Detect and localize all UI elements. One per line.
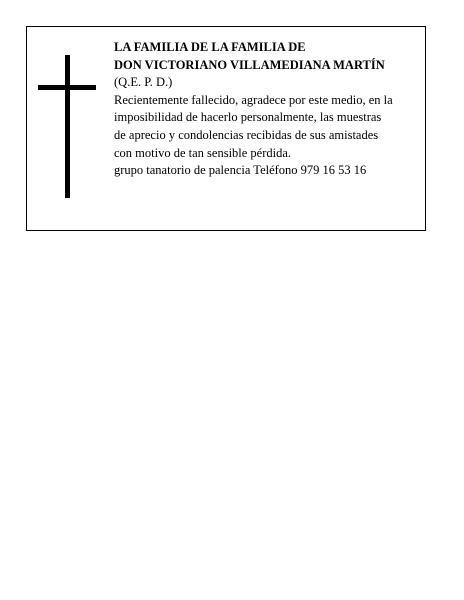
cross-vertical-bar	[65, 55, 70, 198]
notice-heading: LA FAMILIA DE LA FAMILIA DE	[114, 40, 306, 54]
deceased-name: DON VICTORIANO VILLAMEDIANA MARTÍN	[114, 57, 385, 72]
obituary-notice	[26, 26, 426, 231]
notice-text	[114, 39, 426, 180]
message-line-3: de aprecio y condolencias recibidas de sus amistades	[114, 127, 379, 142]
message-line-4: con motivo de tan sensible pérdida.	[114, 145, 292, 160]
message-line-2: imposibilidad de hacerlo personalmente, las muestras	[114, 110, 382, 125]
message-line-1: Recientemente fallecido, agradece por este medio, en la	[114, 92, 393, 107]
qepd-label: (Q.E. P. D.)	[114, 75, 173, 90]
cross-horizontal-bar	[38, 85, 96, 90]
contact-line: grupo tanatorio de palencia Teléfono 979 16 53 16	[114, 163, 367, 178]
